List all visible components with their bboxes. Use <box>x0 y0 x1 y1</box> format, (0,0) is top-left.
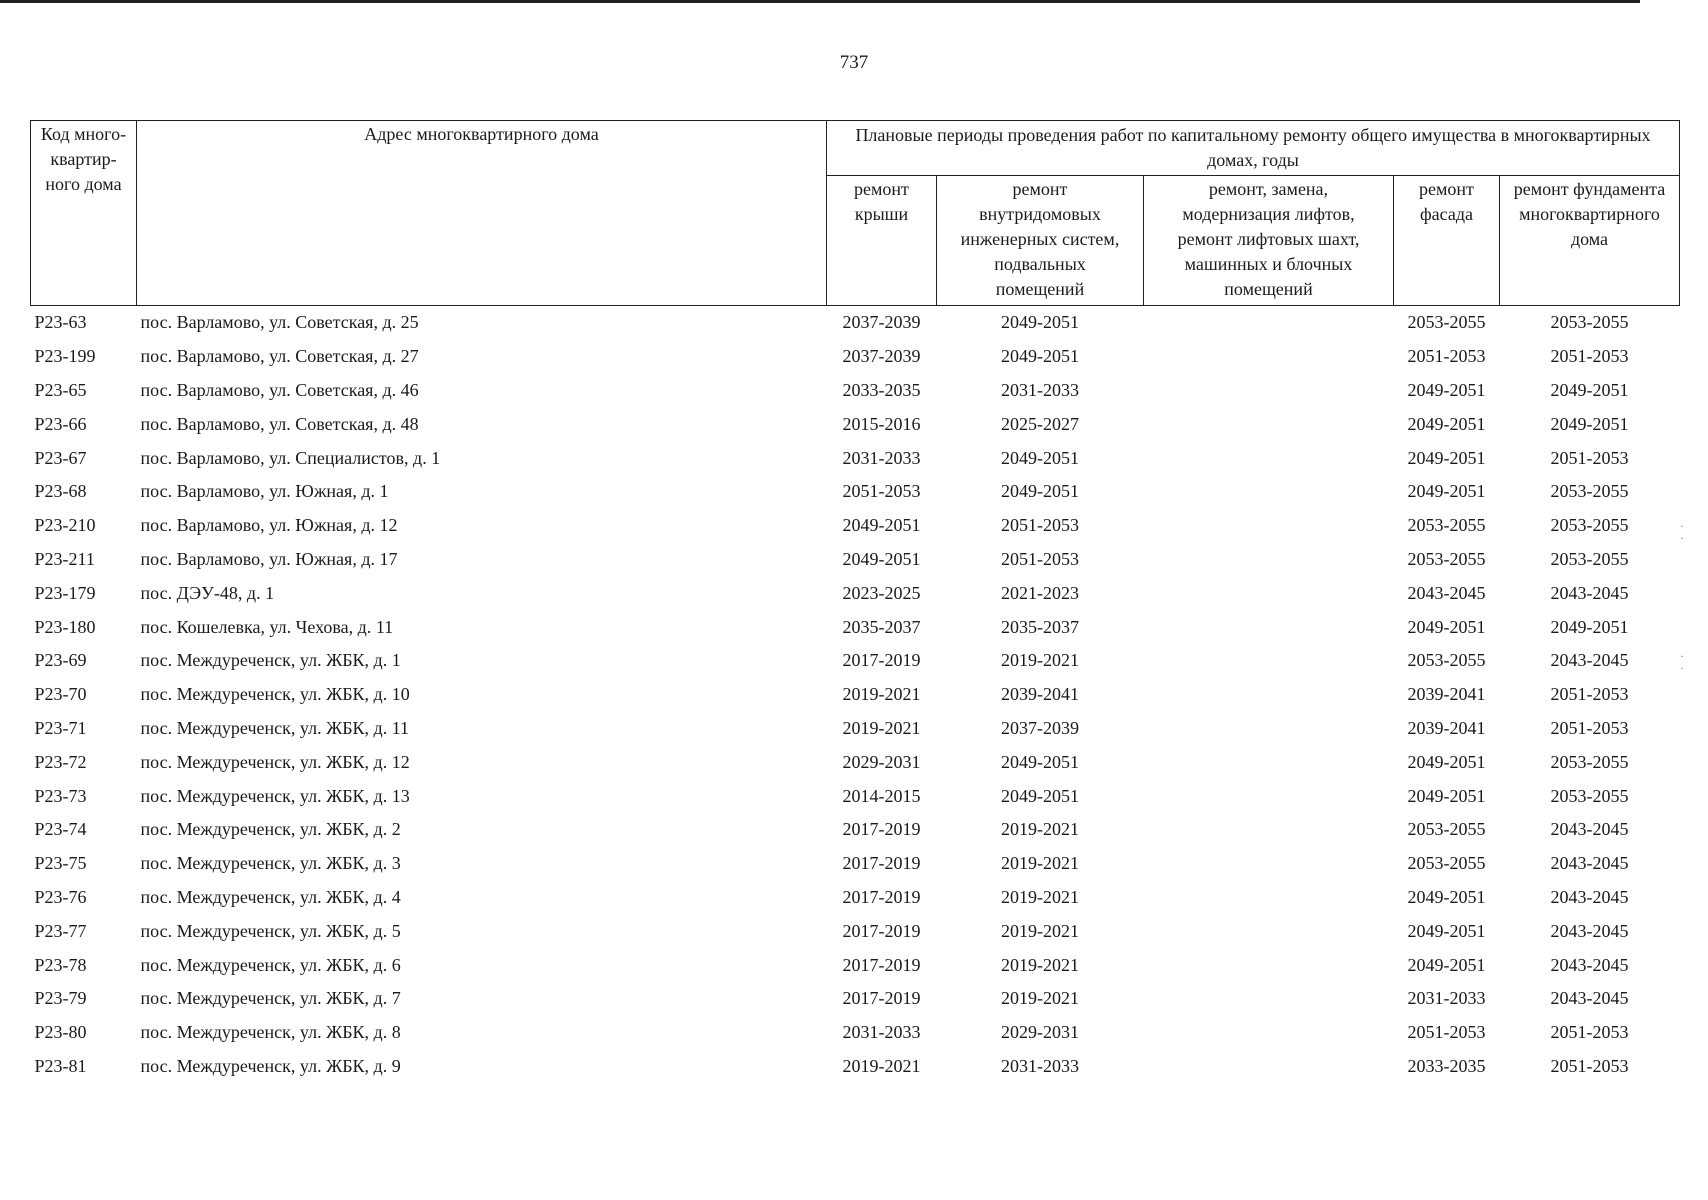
table-row <box>31 779 1680 813</box>
cell-address: пос. Междуреченск, ул. ЖБК, д. 12 <box>140 751 410 772</box>
cell-lifts-period <box>1144 475 1394 509</box>
cell-lifts-period <box>1144 1050 1394 1084</box>
table-row <box>31 847 1680 881</box>
page-number-text: 737 <box>839 52 869 73</box>
cell-roof-period: 2019-2021 <box>842 1055 921 1076</box>
cell-roof-period: 2017-2019 <box>842 853 921 874</box>
cell-facade-period: 2049-2051 <box>1407 886 1486 907</box>
cell-lifts-period <box>1144 948 1394 982</box>
table-row <box>31 475 1680 509</box>
header-code: Код много- квартир- ного дома <box>31 121 137 306</box>
header-roof: ремонт крыши <box>827 176 937 306</box>
scan-artifact: · · <box>1680 649 1684 675</box>
cell-systems-period: 2019-2021 <box>1001 853 1079 874</box>
cell-roof-period: 2017-2019 <box>842 819 921 840</box>
cell-facade-period: 2053-2055 <box>1407 853 1486 874</box>
cell-code: Р23-65 <box>34 379 87 400</box>
cell-lifts-period <box>1144 306 1394 340</box>
cell-systems-period: 2021-2023 <box>1001 582 1079 603</box>
cell-facade-period: 2051-2053 <box>1407 1022 1486 1043</box>
cell-systems-period: 2025-2027 <box>1001 413 1079 434</box>
cell-facade-period: 2049-2051 <box>1407 751 1486 772</box>
table-row <box>31 1016 1680 1050</box>
cell-code: Р23-79 <box>34 988 87 1009</box>
table-row <box>31 644 1680 678</box>
cell-facade-period: 2051-2053 <box>1407 346 1486 367</box>
table-row <box>31 610 1680 644</box>
cell-facade-period: 2039-2041 <box>1407 684 1486 705</box>
cell-foundation-period: 2051-2053 <box>1550 346 1629 367</box>
cell-address: пос. Варламово, ул. Советская, д. 27 <box>140 346 419 367</box>
table-row <box>31 543 1680 577</box>
cell-systems-period: 2051-2053 <box>1001 515 1079 536</box>
cell-address: пос. Варламово, ул. Специалистов, д. 1 <box>140 447 441 468</box>
cell-address: пос. Междуреченск, ул. ЖБК, д. 4 <box>140 886 401 907</box>
table-row <box>31 948 1680 982</box>
cell-code: Р23-199 <box>34 346 96 367</box>
cell-foundation-period: 2053-2055 <box>1550 312 1629 333</box>
cell-lifts-period <box>1144 779 1394 813</box>
cell-foundation-period: 2043-2045 <box>1550 853 1629 874</box>
cell-facade-period: 2033-2035 <box>1407 1055 1486 1076</box>
cell-code: Р23-63 <box>34 312 87 333</box>
cell-roof-period: 2014-2015 <box>842 785 921 806</box>
cell-foundation-period: 2043-2045 <box>1550 819 1629 840</box>
cell-foundation-period: 2043-2045 <box>1550 920 1629 941</box>
cell-facade-period: 2049-2051 <box>1407 379 1486 400</box>
cell-roof-period: 2031-2033 <box>842 447 921 468</box>
cell-systems-period: 2031-2033 <box>1001 379 1079 400</box>
cell-facade-period: 2049-2051 <box>1407 785 1486 806</box>
table-row <box>31 914 1680 948</box>
header-engineering-systems: ремонт внутридомовых инженерных систем, подвальных помещений <box>937 176 1144 306</box>
cell-address: пос. Междуреченск, ул. ЖБК, д. 3 <box>140 853 401 874</box>
header-planned-periods: Плановые периоды проведения работ по капитальному ремонту общего имущества в многоквартирных домах, годы <box>827 121 1680 176</box>
cell-roof-period: 2029-2031 <box>842 751 921 772</box>
table-row <box>31 441 1680 475</box>
cell-facade-period: 2049-2051 <box>1407 616 1486 637</box>
cell-roof-period: 2017-2019 <box>842 650 921 671</box>
cell-code: Р23-77 <box>34 920 87 941</box>
cell-roof-period: 2017-2019 <box>842 954 921 975</box>
cell-foundation-period: 2051-2053 <box>1550 1022 1629 1043</box>
cell-systems-period: 2019-2021 <box>1001 650 1079 671</box>
cell-lifts-period <box>1144 881 1394 915</box>
cell-facade-period: 2049-2051 <box>1407 920 1486 941</box>
cell-code: Р23-73 <box>34 785 87 806</box>
cell-address: пос. Междуреченск, ул. ЖБК, д. 5 <box>140 920 401 941</box>
top-rule <box>0 0 1640 3</box>
cell-lifts-period <box>1144 982 1394 1016</box>
cell-code: Р23-75 <box>34 853 87 874</box>
cell-facade-period: 2053-2055 <box>1407 548 1486 569</box>
cell-code: Р23-81 <box>34 1055 87 1076</box>
table-row <box>31 306 1680 340</box>
cell-foundation-period: 2053-2055 <box>1550 515 1629 536</box>
cell-address: пос. Междуреченск, ул. ЖБК, д. 8 <box>140 1022 401 1043</box>
cell-facade-period: 2053-2055 <box>1407 819 1486 840</box>
cell-roof-period: 2019-2021 <box>842 684 921 705</box>
cell-code: Р23-78 <box>34 954 87 975</box>
cell-roof-period: 2023-2025 <box>842 582 921 603</box>
capital-repair-schedule-table <box>30 120 1680 1083</box>
cell-code: Р23-72 <box>34 751 87 772</box>
cell-systems-period: 2049-2051 <box>1001 751 1079 772</box>
cell-facade-period: 2049-2051 <box>1407 954 1486 975</box>
table-row <box>31 745 1680 779</box>
cell-code: Р23-179 <box>34 582 96 603</box>
cell-foundation-period: 2049-2051 <box>1550 379 1629 400</box>
cell-systems-period: 2049-2051 <box>1001 346 1079 367</box>
cell-lifts-period <box>1144 712 1394 746</box>
header-facade: ремонт фасада <box>1394 176 1500 306</box>
cell-address: пос. Кошелевка, ул. Чехова, д. 11 <box>140 616 394 637</box>
cell-lifts-period <box>1144 374 1394 408</box>
cell-address: пос. Междуреченск, ул. ЖБК, д. 10 <box>140 684 410 705</box>
cell-roof-period: 2031-2033 <box>842 1022 921 1043</box>
cell-foundation-period: 2051-2053 <box>1550 717 1629 738</box>
cell-foundation-period: 2053-2055 <box>1550 548 1629 569</box>
cell-systems-period: 2049-2051 <box>1001 447 1079 468</box>
cell-code: Р23-70 <box>34 684 87 705</box>
table-row <box>31 576 1680 610</box>
cell-foundation-period: 2043-2045 <box>1550 886 1629 907</box>
cell-address: пос. Варламово, ул. Южная, д. 12 <box>140 515 398 536</box>
cell-lifts-period <box>1144 610 1394 644</box>
cell-lifts-period <box>1144 543 1394 577</box>
cell-systems-period: 2037-2039 <box>1001 717 1079 738</box>
table-header <box>31 121 1680 306</box>
cell-lifts-period <box>1144 1016 1394 1050</box>
cell-code: Р23-68 <box>34 481 87 502</box>
cell-foundation-period: 2043-2045 <box>1550 650 1629 671</box>
cell-code: Р23-66 <box>34 413 87 434</box>
cell-foundation-period: 2043-2045 <box>1550 988 1629 1009</box>
cell-roof-period: 2017-2019 <box>842 920 921 941</box>
cell-code: Р23-80 <box>34 1022 87 1043</box>
cell-roof-period: 2035-2037 <box>842 616 921 637</box>
cell-lifts-period <box>1144 441 1394 475</box>
cell-address: пос. Варламово, ул. Советская, д. 46 <box>140 379 419 400</box>
cell-address: пос. Междуреченск, ул. ЖБК, д. 13 <box>140 785 410 806</box>
cell-address: пос. Варламово, ул. Советская, д. 48 <box>140 413 419 434</box>
cell-systems-period: 2019-2021 <box>1001 920 1079 941</box>
cell-facade-period: 2039-2041 <box>1407 717 1486 738</box>
cell-roof-period: 2037-2039 <box>842 346 921 367</box>
scan-artifact: · · <box>1680 519 1684 545</box>
cell-code: Р23-76 <box>34 886 87 907</box>
cell-foundation-period: 2053-2055 <box>1550 481 1629 502</box>
cell-roof-period: 2033-2035 <box>842 379 921 400</box>
cell-lifts-period <box>1144 678 1394 712</box>
cell-lifts-period <box>1144 576 1394 610</box>
cell-systems-period: 2019-2021 <box>1001 819 1079 840</box>
cell-foundation-period: 2053-2055 <box>1550 751 1629 772</box>
cell-address: пос. Междуреченск, ул. ЖБК, д. 7 <box>140 988 401 1009</box>
cell-roof-period: 2019-2021 <box>842 717 921 738</box>
cell-foundation-period: 2049-2051 <box>1550 413 1629 434</box>
table-row <box>31 340 1680 374</box>
table-row <box>31 1050 1680 1084</box>
cell-roof-period: 2051-2053 <box>842 481 921 502</box>
cell-address: пос. Варламово, ул. Советская, д. 25 <box>140 312 419 333</box>
table-row <box>31 813 1680 847</box>
cell-foundation-period: 2049-2051 <box>1550 616 1629 637</box>
cell-lifts-period <box>1144 644 1394 678</box>
table-row <box>31 881 1680 915</box>
cell-lifts-period <box>1144 813 1394 847</box>
cell-lifts-period <box>1144 509 1394 543</box>
cell-address: пос. Варламово, ул. Южная, д. 17 <box>140 548 398 569</box>
cell-systems-period: 2051-2053 <box>1001 548 1079 569</box>
table-body <box>31 306 1680 1084</box>
cell-roof-period: 2037-2039 <box>842 312 921 333</box>
table-row <box>31 712 1680 746</box>
cell-address: пос. Междуреченск, ул. ЖБК, д. 1 <box>140 650 401 671</box>
table-row <box>31 509 1680 543</box>
cell-systems-period: 2031-2033 <box>1001 1055 1079 1076</box>
cell-lifts-period <box>1144 407 1394 441</box>
cell-code: Р23-71 <box>34 717 87 738</box>
cell-systems-period: 2049-2051 <box>1001 312 1079 333</box>
cell-lifts-period <box>1144 847 1394 881</box>
cell-address: пос. Междуреченск, ул. ЖБК, д. 2 <box>140 819 401 840</box>
cell-foundation-period: 2051-2053 <box>1550 1055 1629 1076</box>
cell-systems-period: 2035-2037 <box>1001 616 1079 637</box>
table-row <box>31 374 1680 408</box>
cell-facade-period: 2043-2045 <box>1407 582 1486 603</box>
cell-systems-period: 2019-2021 <box>1001 988 1079 1009</box>
cell-roof-period: 2017-2019 <box>842 988 921 1009</box>
cell-address: пос. ДЭУ-48, д. 1 <box>140 582 275 603</box>
cell-foundation-period: 2051-2053 <box>1550 684 1629 705</box>
cell-code: Р23-211 <box>34 548 95 569</box>
cell-foundation-period: 2053-2055 <box>1550 785 1629 806</box>
cell-facade-period: 2053-2055 <box>1407 515 1486 536</box>
table-row <box>31 982 1680 1016</box>
cell-systems-period: 2019-2021 <box>1001 886 1079 907</box>
cell-address: пос. Междуреченск, ул. ЖБК, д. 6 <box>140 954 401 975</box>
cell-code: Р23-74 <box>34 819 87 840</box>
page-number <box>0 52 1708 74</box>
cell-facade-period: 2053-2055 <box>1407 312 1486 333</box>
cell-address: пос. Междуреченск, ул. ЖБК, д. 11 <box>140 717 410 738</box>
cell-lifts-period <box>1144 340 1394 374</box>
header-lifts: ремонт, замена, модернизация лифтов, ремонт лифтовых шахт, машинных и блочных помещений <box>1144 176 1394 306</box>
cell-code: Р23-67 <box>34 447 87 468</box>
cell-facade-period: 2053-2055 <box>1407 650 1486 671</box>
cell-systems-period: 2039-2041 <box>1001 684 1079 705</box>
cell-systems-period: 2019-2021 <box>1001 954 1079 975</box>
header-foundation: ремонт фундамента многоквартирного дома <box>1500 176 1680 306</box>
cell-systems-period: 2049-2051 <box>1001 481 1079 502</box>
cell-facade-period: 2049-2051 <box>1407 413 1486 434</box>
cell-roof-period: 2049-2051 <box>842 548 921 569</box>
cell-roof-period: 2049-2051 <box>842 515 921 536</box>
cell-facade-period: 2031-2033 <box>1407 988 1486 1009</box>
cell-lifts-period <box>1144 914 1394 948</box>
cell-code: Р23-210 <box>34 515 96 536</box>
cell-code: Р23-69 <box>34 650 87 671</box>
cell-foundation-period: 2043-2045 <box>1550 582 1629 603</box>
cell-foundation-period: 2043-2045 <box>1550 954 1629 975</box>
table-row <box>31 678 1680 712</box>
cell-facade-period: 2049-2051 <box>1407 481 1486 502</box>
cell-lifts-period <box>1144 745 1394 779</box>
cell-facade-period: 2049-2051 <box>1407 447 1486 468</box>
cell-systems-period: 2029-2031 <box>1001 1022 1079 1043</box>
cell-address: пос. Междуреченск, ул. ЖБК, д. 9 <box>140 1055 401 1076</box>
cell-address: пос. Варламово, ул. Южная, д. 1 <box>140 481 389 502</box>
header-address: Адрес многоквартирного дома <box>137 121 827 306</box>
cell-roof-period: 2015-2016 <box>842 413 921 434</box>
cell-systems-period: 2049-2051 <box>1001 785 1079 806</box>
cell-code: Р23-180 <box>34 616 96 637</box>
table-row <box>31 407 1680 441</box>
cell-foundation-period: 2051-2053 <box>1550 447 1629 468</box>
cell-roof-period: 2017-2019 <box>842 886 921 907</box>
